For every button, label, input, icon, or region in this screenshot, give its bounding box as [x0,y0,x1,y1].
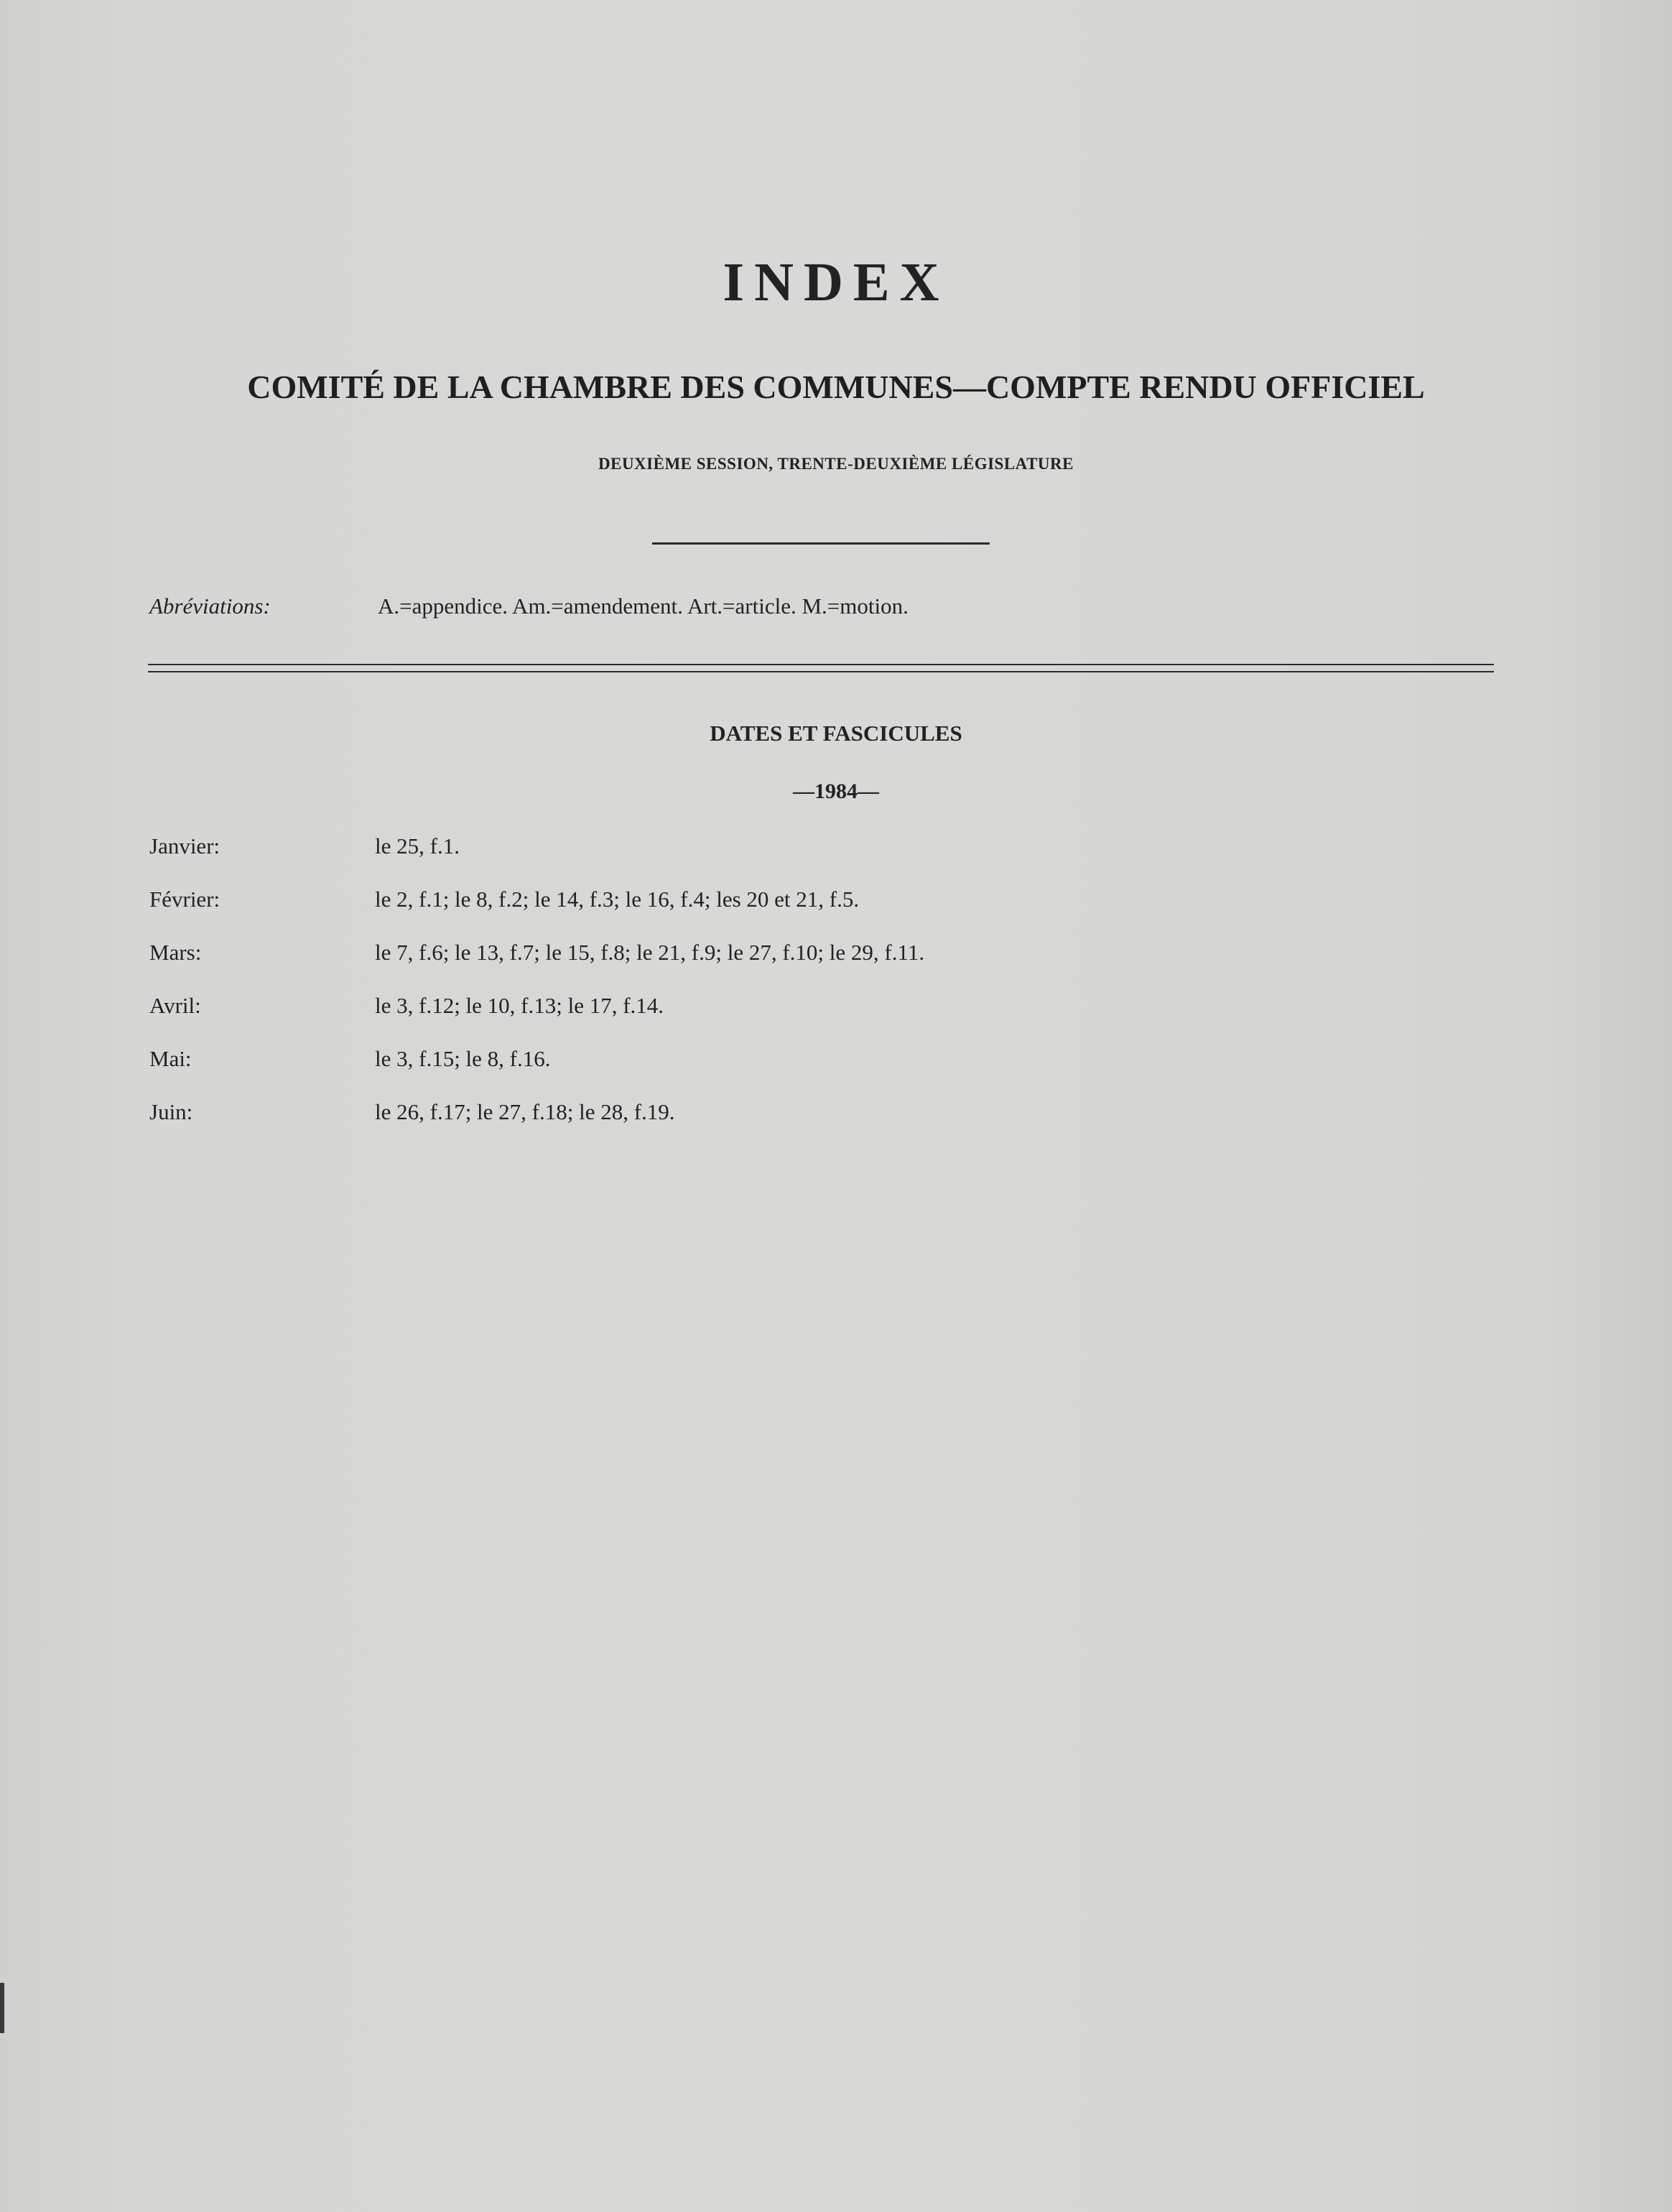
month-label: Juin: [149,1099,193,1124]
month-label: Mai: [149,1046,192,1071]
dates-section-heading: DATES ET FASCICULES [710,721,962,746]
month-label: Avril: [149,993,201,1018]
month-label: Février: [149,887,220,912]
issue-list: le 25, f.1. [375,833,460,859]
session-heading: DEUXIÈME SESSION, TRENTE-DEUXIÈME LÉGISLATURE [598,455,1074,473]
issue-list: le 3, f.15; le 8, f.16. [375,1046,551,1071]
month-label: Janvier: [149,833,220,859]
year-heading: —1984— [793,779,879,803]
short-divider [652,542,990,545]
page-title: INDEX [723,252,949,313]
double-divider [148,664,1494,672]
issue-list: le 7, f.6; le 13, f.7; le 15, f.8; le 21, f.9; le 27, f.10; le 29, f.11. [375,940,925,965]
abbreviations-text: A.=appendice. Am.=amendement. Art.=article. M.=motion. [378,593,909,619]
scan-edge-mark [0,1983,4,2033]
month-label: Mars: [149,940,202,965]
issue-list: le 3, f.12; le 10, f.13; le 17, f.14. [375,993,664,1018]
abbreviations-label: Abréviations: [149,593,271,619]
issue-list: le 2, f.1; le 8, f.2; le 14, f.3; le 16, f.4; les 20 et 21, f.5. [375,887,860,912]
issue-list: le 26, f.17; le 27, f.18; le 28, f.19. [375,1099,675,1124]
committee-heading: COMITÉ DE LA CHAMBRE DES COMMUNES—COMPTE RENDU OFFICIEL [247,369,1425,405]
